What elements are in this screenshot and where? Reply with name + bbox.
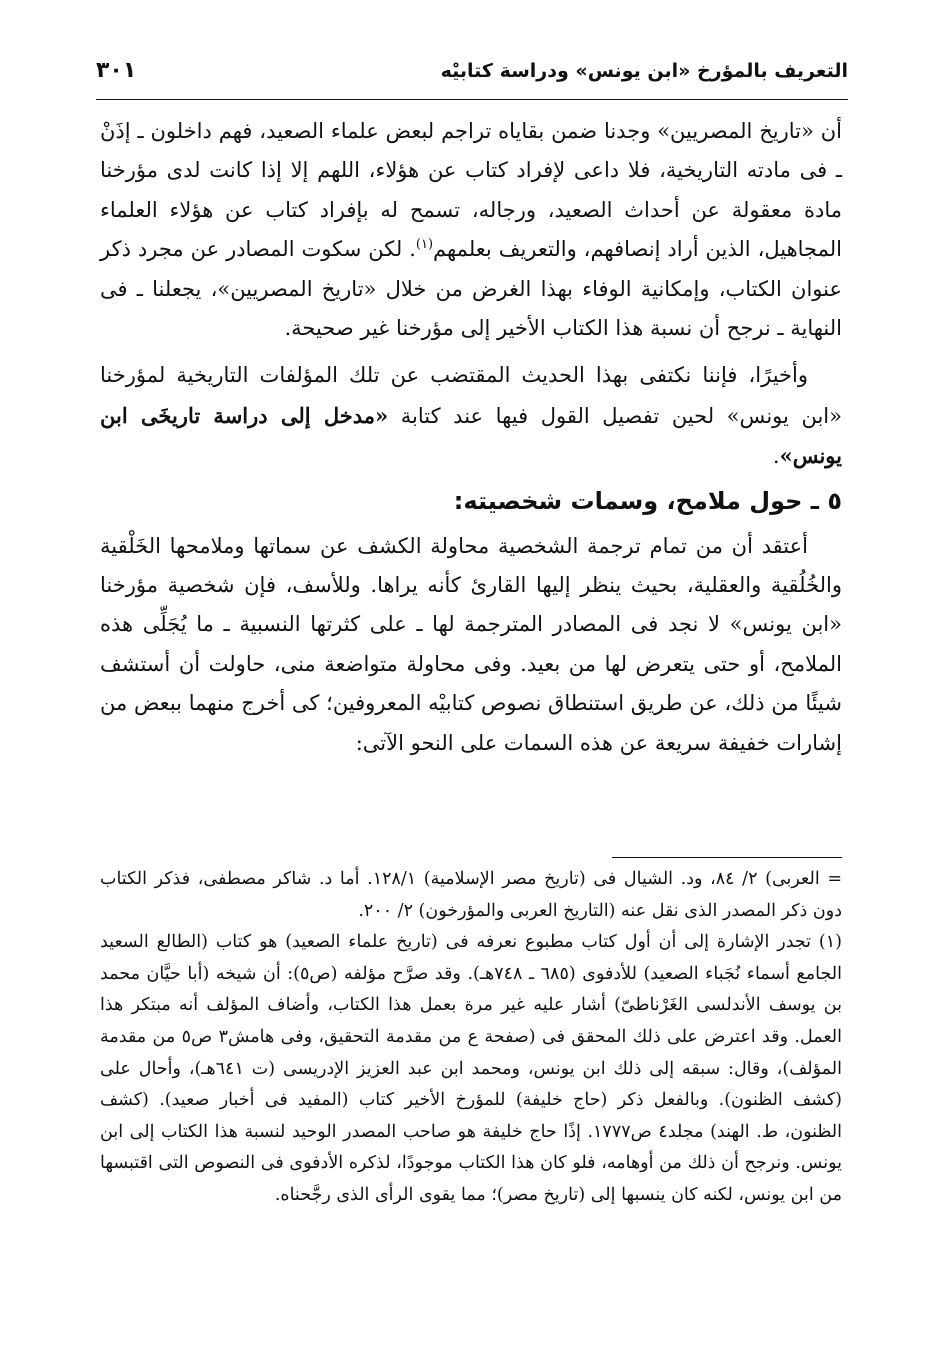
paragraph: أعتقد أن من تمام ترجمة الشخصية محاولة الكشف عن سماتها وملامحها الخَلْقية والخُلُقية والعقلية، بحيث ينظر إليها القارئ كأنه يراها. وللأسف، فإن شخصية مؤرخنا «ابن يونس» لا نجد فى المصادر المترجمة لها ـ على كثرتها النسبية ـ ما يُجَلِّى هذه الملامح، أو حتى يتعرض لها من بعيد. وفى محاولة متواضعة منى، حاولت أن أستشف شيئًا من ذلك، عن طريق استنطاق نصوص كتابيْه المعروفين؛ كى أخرج منهما ببعض من إشارات خفيفة سريعة عن هذه السمات على النحو الآتى:	[100, 533, 842, 755]
running-title: التعريف بالمؤرخ «ابن يونس» ودراسة كتابيْه	[440, 60, 848, 82]
footnote-reference: (١)	[415, 237, 434, 253]
footnotes	[100, 864, 842, 1212]
paragraph-text: .	[772, 444, 780, 469]
footnote-continuation: = العربى) ٢/ ٨٤، ود. الشيال فى (تاريخ مصر الإسلامية) ١٢٨/١. أما د. شاكر مصطفى، فذكر الكتاب دون ذكر المصدر الذى نقل عنه (التاريخ العربى والمؤرخون) ٢/ ٢٠٠.	[100, 869, 842, 921]
paragraph	[100, 112, 842, 348]
header-rule	[96, 99, 848, 100]
footnote-separator	[612, 857, 842, 858]
paragraph-text: . لكن سكوت المصادر عن مجرد ذكر عنوان الكتاب، وإمكانية الوفاء بهذا الغرض من خلال «تاريخ المصريين»، يجعلنا ـ فى النهاية ـ نرجح أن نسبة هذا الكتاب الأخير إلى مؤرخنا غير صحيحة.	[100, 237, 842, 341]
paragraph-text: أن «تاريخ المصريين» وجدنا ضمن بقاياه تراجم لبعض علماء الصعيد، فهم داخلون ـ إذَنْ ـ فى مادته التاريخية، فلا داعى لإفراد كتاب عن هؤلاء، اللهم إلا إذا كانت لدى مؤرخنا مادة معقولة عن أحداث الصعيد، ورجاله، تسمح له بإفراد كتاب عن هؤلاء العلماء المجاهيل، الذين أراد إنصافهم، والتعريف بعلمهم	[100, 119, 842, 262]
section-heading: ٥ ـ حول ملامح، وسمات شخصيته:	[453, 486, 842, 515]
paragraph	[100, 356, 842, 476]
footnote-1: (١) تجدر الإشارة إلى أن أول كتاب مطبوع نعرفه فى (تاريخ علماء الصعيد) هو كتاب (الطالع السعيد الجامع أسماء نُجَباء الصعيد) للأدفوى (٦٨٥ ـ ٧٤٨هـ). وقد صرَّح مؤلفه (ص٥): أن شيخه (أبا حيَّان محمد بن يوسف الأندلسى الغَرْناطىّ) أشار عليه غير مرة بعمل هذا الكتاب، وأضاف المؤلف أنه مبتكر هذا العمل. وقد اعترض على ذلك المحقق فى (صفحة ع من مقدمة التحقيق، وفى هامش٣ ص٥ من مقدمة المؤلف)، وقال: سبقه إلى ذلك ابن يونس، ومحمد ابن عبد العزيز الإدريسى (ت ٦٤١هـ)، وأحال على (كشف الظنون). وبالفعل ذكر (حاج خليفة) للمؤرخ الأخير كتاب (المفيد فى أخبار صعيد). (كشف الظنون، ط. الهند) مجلد٤ ص١٧٧٧. إذًا حاج خليفة هو صاحب المصدر الوحيد لنسبة هذا الكتاب إلى ابن يونس. ونرجح أن ذلك من أوهامه، فلو كان هذا الكتاب موجودًا، لذكره الأدفوى فى النصوص التى اقتبسها من ابن يونس، لكنه كان ينسبها إلى (تاريخ مصر)؛ مما يقوى الرأى الذى رجَّحناه.	[100, 932, 842, 1205]
page-number: ٣٠١	[96, 58, 137, 83]
main-text	[100, 112, 842, 763]
book-title: «مدخل إلى دراسة تاريخَى ابن يونس»	[100, 402, 842, 469]
paragraph-text: وأخيرًا، فإننا نكتفى بهذا الحديث المقتضب عن تلك المؤلفات التاريخية لمؤرخنا «ابن يونس» لحين تفصيل القول فيها عند كتابة	[100, 363, 842, 428]
running-head	[96, 54, 848, 96]
